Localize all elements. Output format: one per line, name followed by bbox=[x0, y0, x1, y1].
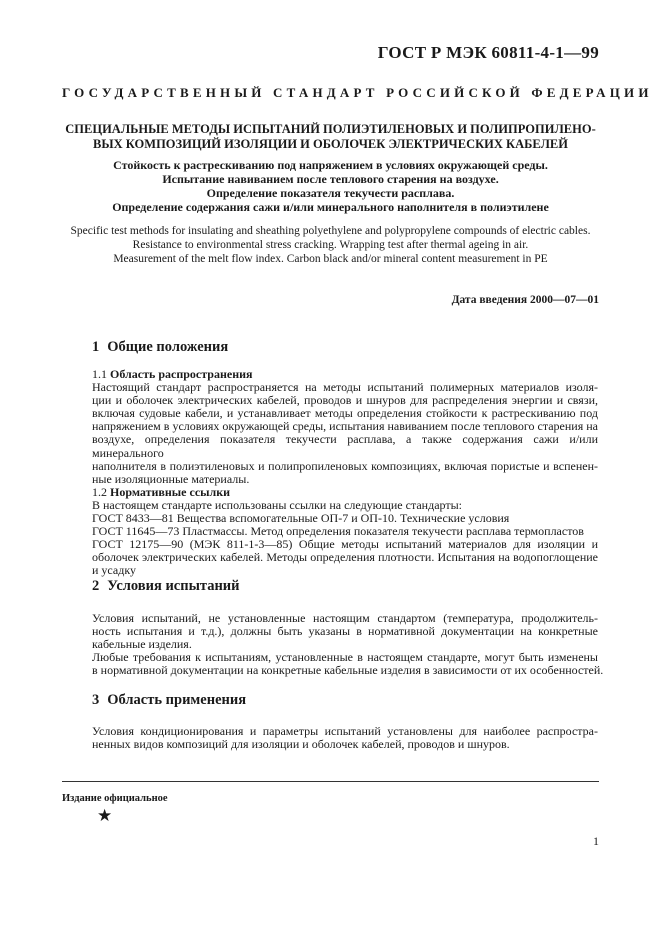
subsection-number: 1.1 bbox=[92, 367, 107, 381]
title-line: ВЫХ КОМПОЗИЦИЙ ИЗОЛЯЦИИ И ОБОЛОЧЕК ЭЛЕКТРИЧЕСКИХ КАБЕЛЕЙ bbox=[93, 137, 568, 151]
text-line: ГОСТ 12175—90 (МЭК 811-1-3—85) Общие методы испытаний материалов для изоляции и bbox=[92, 537, 598, 552]
text-line: Любые требования к испытаниям, установленные в настоящем стандарте, могут быть изменены bbox=[92, 650, 598, 665]
text-line: ненных видов композиций для изоляции и оболочек кабелей, проводов и шнуров. bbox=[92, 737, 510, 752]
subtitle-line: Испытание навиванием после теплового старения на воздухе. bbox=[162, 172, 499, 186]
section-3-heading bbox=[92, 692, 246, 709]
reference-gost-11645: ГОСТ 11645—73 Пластмассы. Метод определения показателя текучести расплава термопластов bbox=[92, 524, 584, 539]
reference-gost-8433: ГОСТ 8433—81 Вещества вспомогательные ОП-7 и ОП-10. Технические условия bbox=[92, 511, 510, 526]
subtitle-line: Определение показателя текучести расплава. bbox=[206, 186, 455, 200]
subtitle-line: Стойкость к растрескиванию под напряжением в условиях окружающей среды. bbox=[113, 158, 548, 172]
state-standard-heading: ГОСУДАРСТВЕННЫЙ СТАНДАРТ РОССИЙСКОЙ ФЕДЕРАЦИИ bbox=[62, 85, 653, 100]
section-3-body bbox=[92, 725, 598, 751]
section-number: 1 bbox=[92, 339, 100, 355]
english-title-line: Measurement of the melt flow index. Carbon black and/or mineral content measurement in PE bbox=[113, 253, 548, 265]
text-line: в нормативной документации на конкретные кабельные изделия в зависимости от их особенностей. bbox=[92, 663, 604, 678]
section-title: Условия испытаний bbox=[107, 578, 240, 594]
section-number: 2 bbox=[92, 578, 100, 594]
introduction-date: Дата введения 2000—07—01 bbox=[451, 294, 599, 306]
section-2-body bbox=[92, 611, 604, 678]
references-intro: В настоящем стандарте использованы ссылки на следующие стандарты: bbox=[92, 497, 463, 512]
text-line: воздухе, определения показателя текучести расплава, а также содержания сажи и/или минерального bbox=[92, 432, 598, 460]
text-line: кабельные изделия. bbox=[92, 637, 192, 652]
text-line: Настоящий стандарт распространяется на методы испытаний полимерных материалов изоля- bbox=[92, 380, 598, 395]
section-1-heading bbox=[92, 339, 228, 356]
requirements-paragraph bbox=[92, 650, 604, 678]
text-line: наполнителя в полиэтиленовых и полипропиленовых композициях, включая пористые и вспенен- bbox=[92, 458, 598, 473]
text-line: оболочек электрических кабелей. Методы определения плотности. Испытания на водопоглощение bbox=[92, 550, 598, 565]
english-title-line: Specific test methods for insulating and sheathing polyethylene and polypropylene compounds of electric cables. bbox=[70, 225, 591, 237]
document-subtitle bbox=[62, 158, 599, 214]
page-number: 1 bbox=[593, 834, 599, 848]
document-code: ГОСТ Р МЭК 60811-4-1—99 bbox=[377, 43, 599, 62]
text-line: напряжением в условиях окружающей среды, испытания навиванием после теплового старения на bbox=[92, 419, 598, 434]
subtitle-line: Определение содержания сажи и/или минерального наполнителя в полиэтилене bbox=[112, 200, 549, 214]
subsection-number: 1.2 bbox=[92, 484, 107, 499]
subsection-title: Нормативные ссылки bbox=[110, 484, 231, 499]
english-title bbox=[62, 224, 599, 266]
title-line: СПЕЦИАЛЬНЫЕ МЕТОДЫ ИСПЫТАНИЙ ПОЛИЭТИЛЕНОВЫХ И ПОЛИПРОПИЛЕНО- bbox=[65, 122, 596, 136]
official-edition-label: Издание официальное bbox=[62, 793, 168, 804]
text-line: Условия кондиционирования и параметры испытаний установлены для наиболее распростра- bbox=[92, 724, 598, 738]
section-number: 3 bbox=[92, 692, 100, 708]
text-line: ные изоляционные материалы. bbox=[92, 471, 250, 486]
subsection-1-2-heading bbox=[92, 486, 598, 499]
section-2-heading bbox=[92, 578, 240, 595]
subsection-title: Область распространения bbox=[110, 367, 253, 381]
section-title: Общие положения bbox=[107, 339, 229, 355]
english-title-line: Resistance to environmental stress cracking. Wrapping test after thermal ageing in air. bbox=[132, 239, 529, 251]
conditions-paragraph bbox=[92, 612, 598, 651]
star-icon: ★ bbox=[97, 806, 113, 825]
text-line: ность испытания и т.д.), должны быть указаны в нормативной документации на конкретные bbox=[92, 624, 598, 639]
text-line: Условия испытаний, не установленные настоящим стандартом (температура, продолжитель- bbox=[92, 611, 598, 625]
text-line: ции и оболочек электрических кабелей, проводов и шнуров для распределения энергии и связи, bbox=[92, 393, 598, 408]
footer-divider bbox=[62, 781, 599, 782]
text-line: включая судовые кабели, и устанавливает методы определения стойкости к растрескиванию под bbox=[92, 406, 598, 421]
text-line: и усадку bbox=[92, 563, 136, 578]
reference-gost-12175 bbox=[92, 538, 598, 577]
section-title: Область применения bbox=[107, 692, 247, 708]
document-title bbox=[62, 122, 599, 152]
scope-paragraph bbox=[92, 381, 598, 486]
section-1-body bbox=[92, 368, 598, 578]
application-paragraph bbox=[92, 725, 598, 751]
